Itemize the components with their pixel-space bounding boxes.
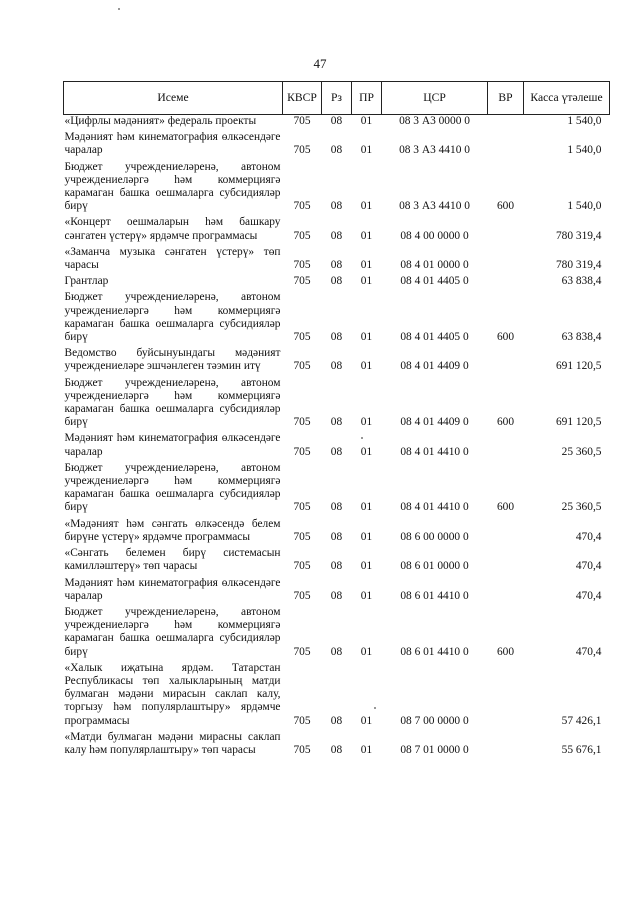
cell-vr (488, 246, 524, 275)
header-csr: ЦСР (382, 82, 488, 115)
cell-kvsr: 705 (293, 144, 311, 157)
cell-sum: 25 360,5 (561, 501, 602, 514)
cell-pr: 01 (360, 530, 373, 543)
cell-kvsr: 705 (293, 200, 311, 213)
cell-csr: 08 4 01 4410 0 (400, 501, 469, 514)
cell-name: «Цифрлы мәдәният» федераль проекты (64, 115, 257, 127)
cell-name: «Халык иҗатына ярдәм. Татарстан Республикасы төп халыкларының матди булмаган мәдәни мирасын саклап калу, торгызу һәм популярлаштыру» ярдәмче программасы (64, 661, 281, 727)
cell-name: Грантлар (64, 275, 109, 288)
budget-table (63, 81, 610, 760)
cell-vr (488, 547, 524, 576)
cell-vr (488, 347, 524, 376)
cell-vr (488, 131, 524, 160)
cell-csr: 08 4 00 0000 0 (400, 229, 469, 242)
cell-csr: 08 7 01 0000 0 (400, 743, 469, 756)
header-kvsr: КВСР (283, 82, 322, 115)
cell-sum: 57 426,1 (561, 714, 602, 727)
table-row (64, 731, 610, 760)
cell-name: Бюджет учреждениеләренә, автоном учреждениеләргә һәм коммерциягә карамаган башка оешмаларга субсидияләр бирү (64, 376, 281, 429)
cell-csr: 08 6 00 0000 0 (400, 530, 469, 543)
cell-pr: 01 (360, 200, 373, 213)
table-row (64, 606, 610, 662)
cell-vr (488, 275, 524, 291)
cell-name: «Матди булмаган мәдәни мирасны саклап калу һәм популярлаштыру» төп чарасы (64, 730, 281, 756)
cell-pr: 01 (360, 416, 373, 429)
cell-kvsr: 705 (293, 259, 311, 272)
cell-sum: 780 319,4 (555, 259, 602, 272)
cell-rz: 08 (330, 200, 343, 213)
table-row (64, 131, 610, 160)
cell-vr (488, 432, 524, 461)
cell-pr: 01 (360, 331, 373, 344)
cell-kvsr: 705 (293, 416, 311, 429)
cell-rz: 08 (330, 530, 343, 543)
cell-vr (488, 662, 524, 731)
cell-kvsr: 705 (293, 589, 311, 602)
cell-rz: 08 (330, 259, 343, 272)
scan-speck (118, 8, 120, 10)
cell-csr: 08 3 А3 4410 0 (399, 144, 470, 157)
cell-pr: 01 (360, 589, 373, 602)
cell-name: «Мәдәният һәм сәнгать өлкәсендә белем бирүне үстерү» ярдәмче программасы (64, 517, 281, 543)
cell-rz: 08 (330, 331, 343, 344)
cell-kvsr: 705 (293, 275, 311, 288)
cell-csr: 08 4 01 4409 0 (400, 360, 469, 373)
cell-rz: 08 (330, 360, 343, 373)
cell-sum: 780 319,4 (555, 229, 602, 242)
cell-name: Бюджет учреждениеләренә, автоном учреждениеләргә һәм коммерциягә карамаган башка оешмаларга субсидияләр бирү (64, 461, 281, 514)
cell-csr: 08 4 01 4405 0 (400, 275, 469, 288)
cell-rz: 08 (330, 589, 343, 602)
page-number: 47 (313, 56, 327, 71)
cell-sum: 470,4 (575, 530, 602, 543)
cell-sum: 691 120,5 (555, 360, 602, 373)
cell-kvsr: 705 (293, 229, 311, 242)
table-row (64, 432, 610, 461)
cell-kvsr: 705 (293, 560, 311, 573)
cell-name: «Сәнгать белемен бирү системасын камилләштерү» төп чарасы (64, 547, 281, 573)
table-row (64, 291, 610, 347)
cell-sum: 1 540,0 (567, 144, 602, 157)
cell-vr: 600 (496, 200, 515, 213)
table-row (64, 577, 610, 606)
cell-name: «Заманча музыка сәнгатен үстерү» төп чарасы (64, 245, 281, 272)
cell-pr: 01 (360, 259, 373, 272)
cell-rz: 08 (330, 560, 343, 573)
cell-name: Мәдәният һәм кинематография өлкәсендәге чаралар (64, 576, 281, 602)
cell-rz: 08 (330, 275, 343, 288)
cell-kvsr: 705 (293, 360, 311, 373)
cell-csr: 08 4 01 0000 0 (400, 259, 469, 272)
cell-csr: 08 6 01 4410 0 (400, 645, 469, 658)
header-name: Исеме (64, 82, 283, 115)
table-row (64, 547, 610, 576)
cell-rz: 08 (330, 501, 343, 514)
cell-kvsr: 705 (293, 501, 311, 514)
cell-csr: 08 4 01 4410 0 (400, 445, 469, 458)
table-row (64, 347, 610, 376)
table-row (64, 161, 610, 217)
cell-vr (488, 518, 524, 547)
cell-kvsr: 705 (293, 714, 311, 727)
cell-kvsr: 705 (293, 331, 311, 344)
cell-rz: 08 (330, 445, 343, 458)
cell-pr: 01 (360, 445, 373, 458)
table-header-row (64, 82, 610, 115)
cell-vr: 600 (496, 331, 515, 344)
cell-vr (488, 731, 524, 760)
header-sum: Касса үтәлеше (524, 82, 610, 115)
cell-kvsr: 705 (293, 743, 311, 756)
header-pr: ПР (352, 82, 382, 115)
cell-vr: 600 (496, 416, 515, 429)
cell-vr (488, 216, 524, 245)
cell-sum: 470,4 (575, 645, 602, 658)
table-row (64, 518, 610, 547)
cell-rz: 08 (330, 714, 343, 727)
cell-sum: 63 838,4 (561, 275, 602, 288)
cell-sum: 63 838,4 (561, 331, 602, 344)
cell-name: «Концерт оешмаларын һәм башкару сәнгатен үстерү» ярдәмче программасы (64, 216, 281, 242)
cell-csr: 08 6 01 4410 0 (400, 589, 469, 602)
cell-sum: 1 540,0 (567, 115, 602, 127)
cell-pr: 01 (360, 144, 373, 157)
table-row (64, 275, 610, 291)
cell-pr: 01 (360, 360, 373, 373)
cell-pr: 01 (360, 743, 373, 756)
cell-sum: 55 676,1 (561, 743, 602, 756)
table-row (64, 462, 610, 518)
cell-name: Бюджет учреждениеләренә, автоном учреждениеләргә һәм коммерциягә карамаган башка оешмаларга субсидияләр бирү (64, 160, 281, 213)
cell-kvsr: 705 (293, 645, 311, 658)
cell-sum: 470,4 (575, 560, 602, 573)
cell-csr: 08 6 01 0000 0 (400, 560, 469, 573)
cell-pr: 01 (360, 560, 373, 573)
cell-vr: 600 (496, 645, 515, 658)
cell-csr: 08 3 А3 4410 0 (399, 200, 470, 213)
cell-rz: 08 (330, 229, 343, 242)
cell-kvsr: 705 (293, 115, 311, 127)
cell-rz: 08 (330, 144, 343, 157)
table-row (64, 216, 610, 245)
cell-csr: 08 7 00 0000 0 (400, 714, 469, 727)
cell-rz: 08 (330, 743, 343, 756)
cell-name: Бюджет учреждениеләренә, автоном учреждениеләргә һәм коммерциягә карамаган башка оешмаларга субсидияләр бирү (64, 291, 281, 344)
cell-pr: 01 (360, 501, 373, 514)
cell-sum: 691 120,5 (555, 416, 602, 429)
cell-kvsr: 705 (293, 530, 311, 543)
cell-name: Мәдәният һәм кинематография өлкәсендәге чаралар (64, 432, 281, 458)
cell-name: Ведомство буйсынуындагы мәдәният учреждениеләре эшчәнлеген тәэмин итү (64, 347, 281, 373)
header-vr: ВР (488, 82, 524, 115)
cell-kvsr: 705 (293, 445, 311, 458)
cell-csr: 08 4 01 4409 0 (400, 416, 469, 429)
table-row (64, 662, 610, 731)
header-rz: Рз (322, 82, 352, 115)
cell-pr: 01 (360, 229, 373, 242)
cell-rz: 08 (330, 115, 343, 127)
cell-name: Мәдәният һәм кинематография өлкәсендәге чаралар (64, 131, 281, 157)
cell-csr: 08 3 А3 0000 0 (399, 115, 470, 127)
cell-vr: 600 (496, 501, 515, 514)
table-row (64, 377, 610, 433)
cell-csr: 08 4 01 4405 0 (400, 331, 469, 344)
cell-pr: 01 (360, 714, 373, 727)
cell-rz: 08 (330, 645, 343, 658)
cell-sum: 25 360,5 (561, 445, 602, 458)
cell-pr: 01 (360, 115, 373, 127)
table-row (64, 115, 610, 132)
cell-rz: 08 (330, 416, 343, 429)
cell-pr: 01 (360, 645, 373, 658)
table-row (64, 246, 610, 275)
cell-name: Бюджет учреждениеләренә, автоном учреждениеләргә һәм коммерциягә карамаган башка оешмаларга субсидияләр бирү (64, 605, 281, 658)
cell-pr: 01 (360, 275, 373, 288)
cell-sum: 470,4 (575, 589, 602, 602)
cell-vr (488, 115, 524, 132)
cell-vr (488, 577, 524, 606)
cell-sum: 1 540,0 (567, 200, 602, 213)
